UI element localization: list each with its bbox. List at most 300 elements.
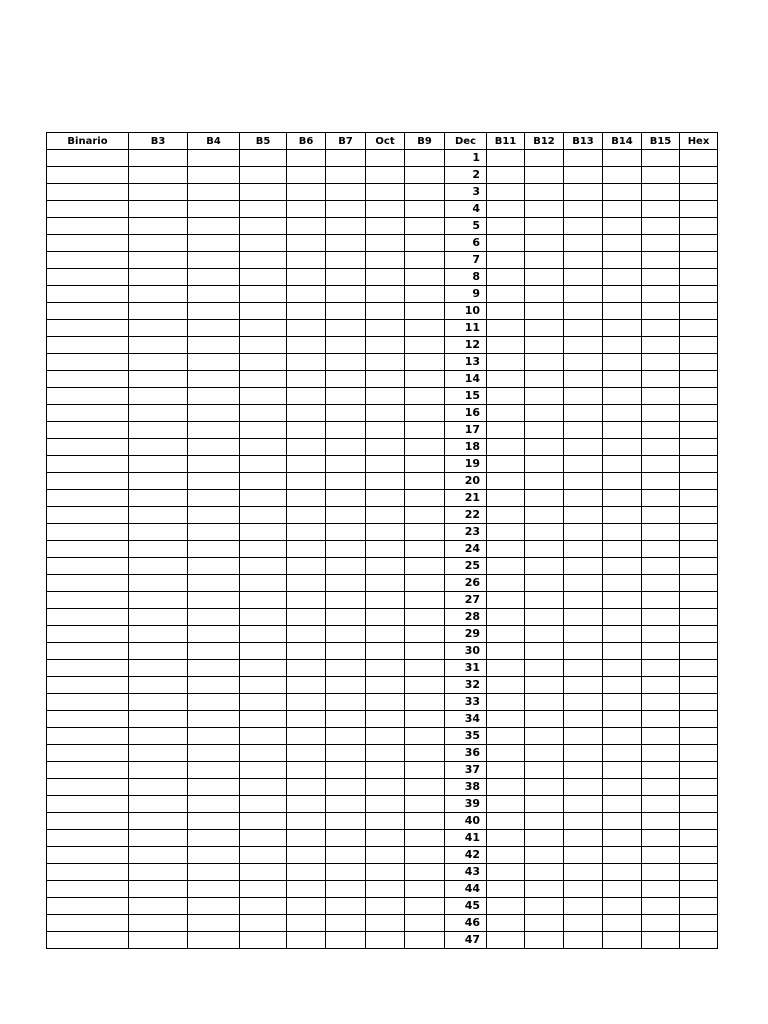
cell-b14[interactable] xyxy=(603,711,642,728)
cell-b6[interactable] xyxy=(287,847,326,864)
cell-b9[interactable] xyxy=(405,711,445,728)
cell-b15[interactable] xyxy=(642,439,680,456)
cell-b6[interactable] xyxy=(287,286,326,303)
cell-b11[interactable] xyxy=(487,541,525,558)
cell-b6[interactable] xyxy=(287,541,326,558)
cell-b13[interactable] xyxy=(564,694,603,711)
cell-b9[interactable] xyxy=(405,609,445,626)
cell-b13[interactable] xyxy=(564,524,603,541)
cell-b4[interactable] xyxy=(188,320,240,337)
cell-b14[interactable] xyxy=(603,354,642,371)
cell-binario[interactable] xyxy=(47,507,129,524)
cell-b5[interactable] xyxy=(240,303,287,320)
cell-b5[interactable] xyxy=(240,286,287,303)
cell-b11[interactable] xyxy=(487,456,525,473)
cell-b12[interactable] xyxy=(525,150,564,167)
cell-b11[interactable] xyxy=(487,796,525,813)
cell-b12[interactable] xyxy=(525,167,564,184)
cell-hex[interactable] xyxy=(680,932,718,949)
cell-b3[interactable] xyxy=(129,779,188,796)
cell-b7[interactable] xyxy=(326,609,366,626)
cell-b14[interactable] xyxy=(603,218,642,235)
cell-b7[interactable] xyxy=(326,286,366,303)
cell-b5[interactable] xyxy=(240,490,287,507)
cell-binario[interactable] xyxy=(47,609,129,626)
cell-b14[interactable] xyxy=(603,303,642,320)
cell-b5[interactable] xyxy=(240,592,287,609)
cell-b14[interactable] xyxy=(603,490,642,507)
cell-b5[interactable] xyxy=(240,388,287,405)
cell-b13[interactable] xyxy=(564,915,603,932)
cell-binario[interactable] xyxy=(47,235,129,252)
cell-hex[interactable] xyxy=(680,915,718,932)
cell-b3[interactable] xyxy=(129,167,188,184)
cell-b7[interactable] xyxy=(326,303,366,320)
cell-b12[interactable] xyxy=(525,694,564,711)
cell-binario[interactable] xyxy=(47,252,129,269)
cell-b6[interactable] xyxy=(287,235,326,252)
cell-b7[interactable] xyxy=(326,796,366,813)
cell-b9[interactable] xyxy=(405,473,445,490)
cell-b5[interactable] xyxy=(240,660,287,677)
cell-b12[interactable] xyxy=(525,626,564,643)
cell-b6[interactable] xyxy=(287,303,326,320)
cell-b3[interactable] xyxy=(129,337,188,354)
cell-b12[interactable] xyxy=(525,762,564,779)
cell-b13[interactable] xyxy=(564,371,603,388)
cell-oct[interactable] xyxy=(366,626,405,643)
cell-b7[interactable] xyxy=(326,473,366,490)
cell-b14[interactable] xyxy=(603,796,642,813)
cell-binario[interactable] xyxy=(47,524,129,541)
cell-b3[interactable] xyxy=(129,694,188,711)
cell-binario[interactable] xyxy=(47,218,129,235)
cell-b4[interactable] xyxy=(188,592,240,609)
cell-b13[interactable] xyxy=(564,609,603,626)
cell-b14[interactable] xyxy=(603,150,642,167)
cell-b9[interactable] xyxy=(405,626,445,643)
cell-b12[interactable] xyxy=(525,830,564,847)
cell-b9[interactable] xyxy=(405,167,445,184)
cell-b12[interactable] xyxy=(525,660,564,677)
cell-b12[interactable] xyxy=(525,218,564,235)
cell-b5[interactable] xyxy=(240,456,287,473)
cell-b9[interactable] xyxy=(405,150,445,167)
cell-b5[interactable] xyxy=(240,422,287,439)
cell-b12[interactable] xyxy=(525,235,564,252)
cell-b13[interactable] xyxy=(564,830,603,847)
cell-b9[interactable] xyxy=(405,235,445,252)
cell-b11[interactable] xyxy=(487,184,525,201)
cell-b14[interactable] xyxy=(603,864,642,881)
cell-hex[interactable] xyxy=(680,150,718,167)
cell-binario[interactable] xyxy=(47,439,129,456)
cell-b7[interactable] xyxy=(326,371,366,388)
cell-b3[interactable] xyxy=(129,473,188,490)
cell-b6[interactable] xyxy=(287,796,326,813)
cell-b14[interactable] xyxy=(603,932,642,949)
cell-oct[interactable] xyxy=(366,252,405,269)
cell-b9[interactable] xyxy=(405,218,445,235)
cell-b13[interactable] xyxy=(564,218,603,235)
cell-oct[interactable] xyxy=(366,439,405,456)
cell-b3[interactable] xyxy=(129,660,188,677)
cell-b13[interactable] xyxy=(564,422,603,439)
cell-b14[interactable] xyxy=(603,881,642,898)
cell-b15[interactable] xyxy=(642,762,680,779)
cell-b14[interactable] xyxy=(603,286,642,303)
cell-oct[interactable] xyxy=(366,592,405,609)
cell-b13[interactable] xyxy=(564,847,603,864)
cell-b9[interactable] xyxy=(405,541,445,558)
cell-b5[interactable] xyxy=(240,864,287,881)
cell-b15[interactable] xyxy=(642,660,680,677)
cell-b6[interactable] xyxy=(287,388,326,405)
cell-b15[interactable] xyxy=(642,898,680,915)
cell-b15[interactable] xyxy=(642,235,680,252)
cell-binario[interactable] xyxy=(47,728,129,745)
cell-b3[interactable] xyxy=(129,507,188,524)
cell-oct[interactable] xyxy=(366,643,405,660)
cell-b9[interactable] xyxy=(405,881,445,898)
cell-b11[interactable] xyxy=(487,728,525,745)
cell-b11[interactable] xyxy=(487,779,525,796)
cell-b12[interactable] xyxy=(525,864,564,881)
cell-b5[interactable] xyxy=(240,881,287,898)
cell-b9[interactable] xyxy=(405,830,445,847)
cell-b14[interactable] xyxy=(603,201,642,218)
cell-b9[interactable] xyxy=(405,252,445,269)
cell-hex[interactable] xyxy=(680,218,718,235)
cell-b13[interactable] xyxy=(564,643,603,660)
cell-b14[interactable] xyxy=(603,541,642,558)
cell-hex[interactable] xyxy=(680,422,718,439)
cell-b9[interactable] xyxy=(405,762,445,779)
cell-b6[interactable] xyxy=(287,626,326,643)
cell-hex[interactable] xyxy=(680,354,718,371)
cell-b13[interactable] xyxy=(564,677,603,694)
cell-b4[interactable] xyxy=(188,626,240,643)
cell-b12[interactable] xyxy=(525,422,564,439)
cell-b3[interactable] xyxy=(129,813,188,830)
cell-b4[interactable] xyxy=(188,303,240,320)
cell-b7[interactable] xyxy=(326,524,366,541)
cell-hex[interactable] xyxy=(680,677,718,694)
cell-b9[interactable] xyxy=(405,388,445,405)
cell-oct[interactable] xyxy=(366,473,405,490)
cell-hex[interactable] xyxy=(680,660,718,677)
cell-b3[interactable] xyxy=(129,762,188,779)
cell-b5[interactable] xyxy=(240,354,287,371)
cell-b5[interactable] xyxy=(240,201,287,218)
cell-oct[interactable] xyxy=(366,796,405,813)
cell-b7[interactable] xyxy=(326,235,366,252)
cell-oct[interactable] xyxy=(366,235,405,252)
cell-b15[interactable] xyxy=(642,847,680,864)
cell-b13[interactable] xyxy=(564,881,603,898)
cell-b13[interactable] xyxy=(564,286,603,303)
cell-b12[interactable] xyxy=(525,609,564,626)
cell-hex[interactable] xyxy=(680,252,718,269)
cell-b15[interactable] xyxy=(642,320,680,337)
cell-b11[interactable] xyxy=(487,694,525,711)
cell-b9[interactable] xyxy=(405,677,445,694)
cell-b14[interactable] xyxy=(603,320,642,337)
cell-b11[interactable] xyxy=(487,218,525,235)
cell-b7[interactable] xyxy=(326,864,366,881)
cell-b5[interactable] xyxy=(240,150,287,167)
cell-b15[interactable] xyxy=(642,167,680,184)
cell-b7[interactable] xyxy=(326,813,366,830)
cell-b14[interactable] xyxy=(603,184,642,201)
cell-b5[interactable] xyxy=(240,813,287,830)
cell-b11[interactable] xyxy=(487,864,525,881)
cell-b12[interactable] xyxy=(525,371,564,388)
cell-hex[interactable] xyxy=(680,830,718,847)
cell-b7[interactable] xyxy=(326,711,366,728)
cell-b15[interactable] xyxy=(642,626,680,643)
cell-hex[interactable] xyxy=(680,286,718,303)
cell-b4[interactable] xyxy=(188,388,240,405)
cell-b5[interactable] xyxy=(240,830,287,847)
cell-b4[interactable] xyxy=(188,184,240,201)
cell-oct[interactable] xyxy=(366,507,405,524)
cell-b11[interactable] xyxy=(487,320,525,337)
cell-b3[interactable] xyxy=(129,286,188,303)
cell-b9[interactable] xyxy=(405,660,445,677)
cell-b6[interactable] xyxy=(287,405,326,422)
cell-b11[interactable] xyxy=(487,575,525,592)
cell-b13[interactable] xyxy=(564,779,603,796)
cell-hex[interactable] xyxy=(680,711,718,728)
cell-b7[interactable] xyxy=(326,626,366,643)
cell-b15[interactable] xyxy=(642,337,680,354)
cell-b12[interactable] xyxy=(525,320,564,337)
cell-b4[interactable] xyxy=(188,575,240,592)
cell-b7[interactable] xyxy=(326,354,366,371)
cell-b5[interactable] xyxy=(240,796,287,813)
cell-b13[interactable] xyxy=(564,150,603,167)
cell-b14[interactable] xyxy=(603,405,642,422)
cell-binario[interactable] xyxy=(47,881,129,898)
cell-b14[interactable] xyxy=(603,371,642,388)
cell-b3[interactable] xyxy=(129,626,188,643)
cell-b9[interactable] xyxy=(405,507,445,524)
cell-b7[interactable] xyxy=(326,388,366,405)
cell-b3[interactable] xyxy=(129,354,188,371)
cell-b4[interactable] xyxy=(188,864,240,881)
cell-b5[interactable] xyxy=(240,269,287,286)
cell-hex[interactable] xyxy=(680,456,718,473)
cell-b9[interactable] xyxy=(405,592,445,609)
cell-oct[interactable] xyxy=(366,405,405,422)
cell-b6[interactable] xyxy=(287,354,326,371)
cell-b15[interactable] xyxy=(642,286,680,303)
cell-b6[interactable] xyxy=(287,779,326,796)
cell-b5[interactable] xyxy=(240,609,287,626)
cell-b6[interactable] xyxy=(287,558,326,575)
cell-binario[interactable] xyxy=(47,932,129,949)
cell-b15[interactable] xyxy=(642,422,680,439)
cell-b11[interactable] xyxy=(487,847,525,864)
cell-b4[interactable] xyxy=(188,371,240,388)
cell-b7[interactable] xyxy=(326,456,366,473)
cell-binario[interactable] xyxy=(47,558,129,575)
cell-b14[interactable] xyxy=(603,626,642,643)
cell-b4[interactable] xyxy=(188,847,240,864)
cell-binario[interactable] xyxy=(47,830,129,847)
cell-b13[interactable] xyxy=(564,354,603,371)
cell-b12[interactable] xyxy=(525,643,564,660)
cell-b15[interactable] xyxy=(642,643,680,660)
cell-b9[interactable] xyxy=(405,575,445,592)
cell-b7[interactable] xyxy=(326,541,366,558)
cell-b13[interactable] xyxy=(564,728,603,745)
cell-oct[interactable] xyxy=(366,524,405,541)
cell-b4[interactable] xyxy=(188,813,240,830)
cell-b14[interactable] xyxy=(603,337,642,354)
cell-b13[interactable] xyxy=(564,626,603,643)
cell-hex[interactable] xyxy=(680,269,718,286)
cell-b7[interactable] xyxy=(326,337,366,354)
cell-binario[interactable] xyxy=(47,745,129,762)
cell-b4[interactable] xyxy=(188,150,240,167)
cell-b3[interactable] xyxy=(129,541,188,558)
cell-b6[interactable] xyxy=(287,524,326,541)
cell-binario[interactable] xyxy=(47,575,129,592)
cell-b9[interactable] xyxy=(405,354,445,371)
cell-b7[interactable] xyxy=(326,150,366,167)
cell-oct[interactable] xyxy=(366,660,405,677)
cell-binario[interactable] xyxy=(47,847,129,864)
cell-b13[interactable] xyxy=(564,235,603,252)
cell-b14[interactable] xyxy=(603,898,642,915)
cell-b15[interactable] xyxy=(642,303,680,320)
cell-b6[interactable] xyxy=(287,864,326,881)
cell-b12[interactable] xyxy=(525,473,564,490)
cell-b11[interactable] xyxy=(487,490,525,507)
cell-b6[interactable] xyxy=(287,813,326,830)
cell-hex[interactable] xyxy=(680,320,718,337)
cell-b11[interactable] xyxy=(487,252,525,269)
cell-b14[interactable] xyxy=(603,779,642,796)
cell-b12[interactable] xyxy=(525,847,564,864)
cell-b15[interactable] xyxy=(642,558,680,575)
cell-b7[interactable] xyxy=(326,507,366,524)
cell-hex[interactable] xyxy=(680,405,718,422)
cell-b5[interactable] xyxy=(240,252,287,269)
cell-hex[interactable] xyxy=(680,184,718,201)
cell-b9[interactable] xyxy=(405,456,445,473)
cell-binario[interactable] xyxy=(47,796,129,813)
cell-b12[interactable] xyxy=(525,201,564,218)
cell-hex[interactable] xyxy=(680,898,718,915)
cell-hex[interactable] xyxy=(680,745,718,762)
cell-b9[interactable] xyxy=(405,405,445,422)
cell-b5[interactable] xyxy=(240,677,287,694)
cell-b4[interactable] xyxy=(188,235,240,252)
cell-b12[interactable] xyxy=(525,745,564,762)
cell-hex[interactable] xyxy=(680,473,718,490)
cell-b14[interactable] xyxy=(603,388,642,405)
cell-b6[interactable] xyxy=(287,677,326,694)
cell-oct[interactable] xyxy=(366,609,405,626)
cell-hex[interactable] xyxy=(680,439,718,456)
cell-b15[interactable] xyxy=(642,456,680,473)
cell-oct[interactable] xyxy=(366,422,405,439)
cell-oct[interactable] xyxy=(366,711,405,728)
cell-oct[interactable] xyxy=(366,558,405,575)
cell-b11[interactable] xyxy=(487,405,525,422)
cell-b14[interactable] xyxy=(603,728,642,745)
cell-b5[interactable] xyxy=(240,473,287,490)
cell-b14[interactable] xyxy=(603,830,642,847)
cell-b13[interactable] xyxy=(564,864,603,881)
cell-b11[interactable] xyxy=(487,371,525,388)
cell-b11[interactable] xyxy=(487,354,525,371)
cell-b6[interactable] xyxy=(287,167,326,184)
cell-b15[interactable] xyxy=(642,796,680,813)
cell-binario[interactable] xyxy=(47,898,129,915)
cell-b6[interactable] xyxy=(287,269,326,286)
cell-oct[interactable] xyxy=(366,898,405,915)
cell-b12[interactable] xyxy=(525,303,564,320)
cell-b3[interactable] xyxy=(129,218,188,235)
cell-b4[interactable] xyxy=(188,541,240,558)
cell-b9[interactable] xyxy=(405,558,445,575)
cell-b11[interactable] xyxy=(487,388,525,405)
cell-hex[interactable] xyxy=(680,609,718,626)
cell-b6[interactable] xyxy=(287,456,326,473)
cell-b13[interactable] xyxy=(564,898,603,915)
cell-oct[interactable] xyxy=(366,881,405,898)
cell-b14[interactable] xyxy=(603,677,642,694)
cell-hex[interactable] xyxy=(680,694,718,711)
cell-b12[interactable] xyxy=(525,490,564,507)
cell-b7[interactable] xyxy=(326,745,366,762)
cell-oct[interactable] xyxy=(366,728,405,745)
cell-b6[interactable] xyxy=(287,252,326,269)
cell-hex[interactable] xyxy=(680,813,718,830)
cell-b11[interactable] xyxy=(487,439,525,456)
cell-b3[interactable] xyxy=(129,439,188,456)
cell-binario[interactable] xyxy=(47,541,129,558)
cell-b5[interactable] xyxy=(240,762,287,779)
cell-binario[interactable] xyxy=(47,320,129,337)
cell-binario[interactable] xyxy=(47,150,129,167)
cell-b12[interactable] xyxy=(525,388,564,405)
cell-b11[interactable] xyxy=(487,609,525,626)
cell-hex[interactable] xyxy=(680,796,718,813)
cell-b12[interactable] xyxy=(525,456,564,473)
cell-binario[interactable] xyxy=(47,184,129,201)
cell-b12[interactable] xyxy=(525,337,564,354)
cell-b9[interactable] xyxy=(405,371,445,388)
cell-oct[interactable] xyxy=(366,286,405,303)
cell-b13[interactable] xyxy=(564,813,603,830)
cell-hex[interactable] xyxy=(680,626,718,643)
cell-b7[interactable] xyxy=(326,218,366,235)
cell-b14[interactable] xyxy=(603,473,642,490)
cell-b11[interactable] xyxy=(487,711,525,728)
cell-b13[interactable] xyxy=(564,184,603,201)
cell-b3[interactable] xyxy=(129,388,188,405)
cell-b14[interactable] xyxy=(603,575,642,592)
cell-b4[interactable] xyxy=(188,439,240,456)
cell-b15[interactable] xyxy=(642,269,680,286)
cell-binario[interactable] xyxy=(47,473,129,490)
cell-b3[interactable] xyxy=(129,898,188,915)
